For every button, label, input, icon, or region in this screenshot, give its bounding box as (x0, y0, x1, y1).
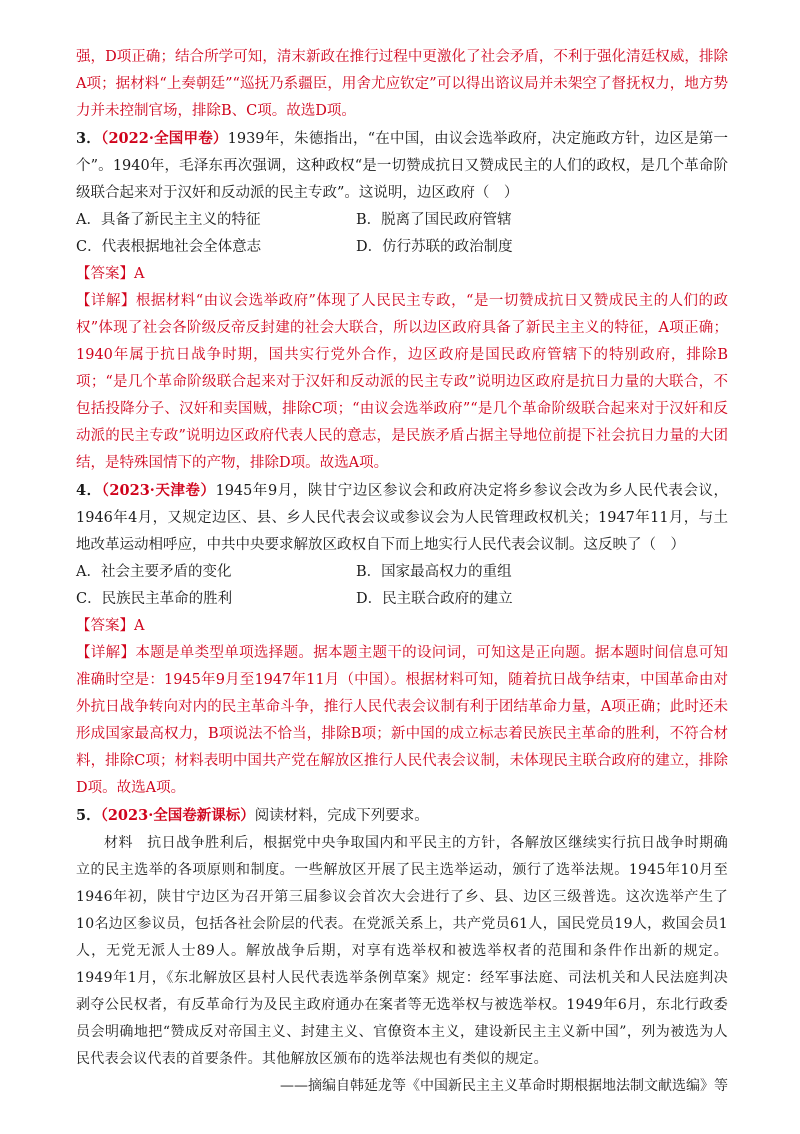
question-4-stem (76, 477, 728, 559)
question-4-detail (76, 640, 728, 802)
option-c: C．代表根据地社会全体意志 (76, 239, 262, 255)
option-a: A．具备了新民主主义的特征 (76, 212, 261, 228)
detail-label: 【详解】 (76, 645, 136, 661)
option-a: A．社会主要矛盾的变化 (76, 564, 232, 580)
question-text: 1945年9月，陕甘宁边区参议会和政府决定将乡参议会改为乡人民代表会议，1946年4月，又规定边区、县、乡人民代表会议或参议会为人民管理政权机关；1947年11月，与土地改革运动相呼应，中共中央要求解放区政权自下而上地实行人民代表会议制。这反映了（ ） (76, 483, 729, 553)
document-page (76, 44, 728, 1100)
option-b: B．脱离了国民政府管辖 (356, 212, 512, 228)
option-d: D．民主联合政府的建立 (356, 591, 513, 607)
detail-label: 【详解】 (76, 293, 136, 309)
material-citation: ——摘编自韩延龙等《中国新民主主义革命时期根据地法制文献选编》等 (280, 1078, 728, 1094)
question-4-options-row-1 (76, 559, 728, 586)
question-source: （2022·全国甲卷） (101, 130, 228, 147)
material-label: 材料 (104, 835, 134, 851)
question-3-options-row-1 (76, 207, 728, 234)
question-3-stem (76, 125, 728, 207)
question-number: 4． (76, 482, 102, 499)
detail-text: 根据材料“由议会选举政府”体现了人民民主专政，“是一切赞成抗日又赞成民主的人们的政权”体现了社会各阶级反帝反封建的社会大联合，所以边区政府具备了新民主主义的特征，A项正确；1940年属于抗日战争时期，国共实行党外合作，边区政府是国民政府管辖下的特别政府，排除B项；“是几个革命阶级联合起来对于汉奸和反动派的民主专政”说明边区政府是抗日力量的大联合，不包括投降分子、汉奸和卖国贼，排除C项；“由议会选举政府”“是几个革命阶级联合起来对于汉奸和反动派的民主专政”说明边区政府代表人民的意志，是民族矛盾占据主导地位前提下社会抗日力量的大团结，是特殊国情下的产物，排除D项。故选A项。 (76, 293, 728, 471)
question-source: （2023·全国卷新课标） (100, 807, 255, 824)
question-text: 阅读材料，完成下列要求。 (254, 808, 429, 824)
option-c: C．民族民主革命的胜利 (76, 591, 233, 607)
detail-text: 本题是单类型单项选择题。据本题主题干的设问词，可知这是正向题。据本题时间信息可知准确时空是：1945年9月至1947年11月（中国）。根据材料可知，随着抗日战争结束，中国革命由对外抗日战争转向对内的民主革命斗争，推行人民代表会议制有利于团结革命力量，A项正确；此时还未形成国家最高权力，B项说法不恰当，排除B项；新中国的成立标志着民族民主革命的胜利，不符合材料，排除C项；材料表明中国共产党在解放区推行人民代表会议制，未体现民主联合政府的建立，排除D项。故选A项。 (76, 645, 729, 796)
question-3-answer (76, 261, 728, 288)
option-b: B．国家最高权力的重组 (356, 564, 512, 580)
continuation-text: 强，D项正确；结合所学可知，清末新政在推行过程中更激化了社会矛盾，不利于强化清廷权威，排除A项；据材料“上奏朝廷”“巡抚乃系疆臣，用舍尤应钦定”可以得出谘议局并未架空了督抚权力，地方势力并未控制官场，排除B、C项。故选D项。 (76, 49, 728, 119)
option-d: D．仿行苏联的政治制度 (356, 239, 513, 255)
answer-label: 【答案】 (76, 618, 134, 634)
question-source: （2023·天津卷） (101, 482, 216, 499)
question-4-options-row-2 (76, 586, 728, 613)
question-number: 3． (76, 130, 102, 147)
material-text: 抗日战争胜利后，根据党中央争取国内和平民主的方针，各解放区继续实行抗日战争时期确立的民主选举的各项原则和制度。一些解放区开展了民主选举运动，颁行了选举法规。1945年10月至1946年初，陕甘宁边区为召开第三届参议会首次大会进行了乡、县、边区三级普选。这次选举产生了10名边区参议员，包括各社会阶层的代表。在党派关系上，共产党员61人，国民党员19人，救国会员1人，无党无派人士89人。解放战争后期，对享有选举权和被选举权者的范围和条件作出新的规定。1949年1月，《东北解放区县村人民代表选举条例草案》规定：经军事法庭、司法机关和人民法庭判决剥夺公民权者，有反革命行为及民主政府通办在案者等无选举权与被选举权。1949年6月，东北行政委员会明确地把“赞成反对帝国主义、封建主义、官僚资本主义，建设新民主主义新中国”，列为被选为人民代表会议代表的首要条件。其他解放区颁布的选举法规也有类似的规定。 (76, 835, 728, 1067)
question-3-options-row-2 (76, 234, 728, 261)
answer-label: 【答案】 (76, 266, 134, 282)
question-5-material (76, 830, 728, 1073)
question-4-answer (76, 613, 728, 640)
answer-value: A (134, 618, 145, 634)
question-5-stem (76, 802, 728, 830)
question-text: 1939年，朱德指出，“在中国，由议会选举政府，决定施政方针，边区是第一个”。1940年，毛泽东再次强调，这种政权“是一切赞成抗日又赞成民主的人们的政权，是几个革命阶级联合起来对于汉奸和反动派的民主专政”。这说明，边区政府（ ） (76, 131, 729, 201)
answer-value: A (134, 266, 145, 282)
question-number: 5． (76, 807, 101, 824)
question-3-detail (76, 288, 728, 477)
